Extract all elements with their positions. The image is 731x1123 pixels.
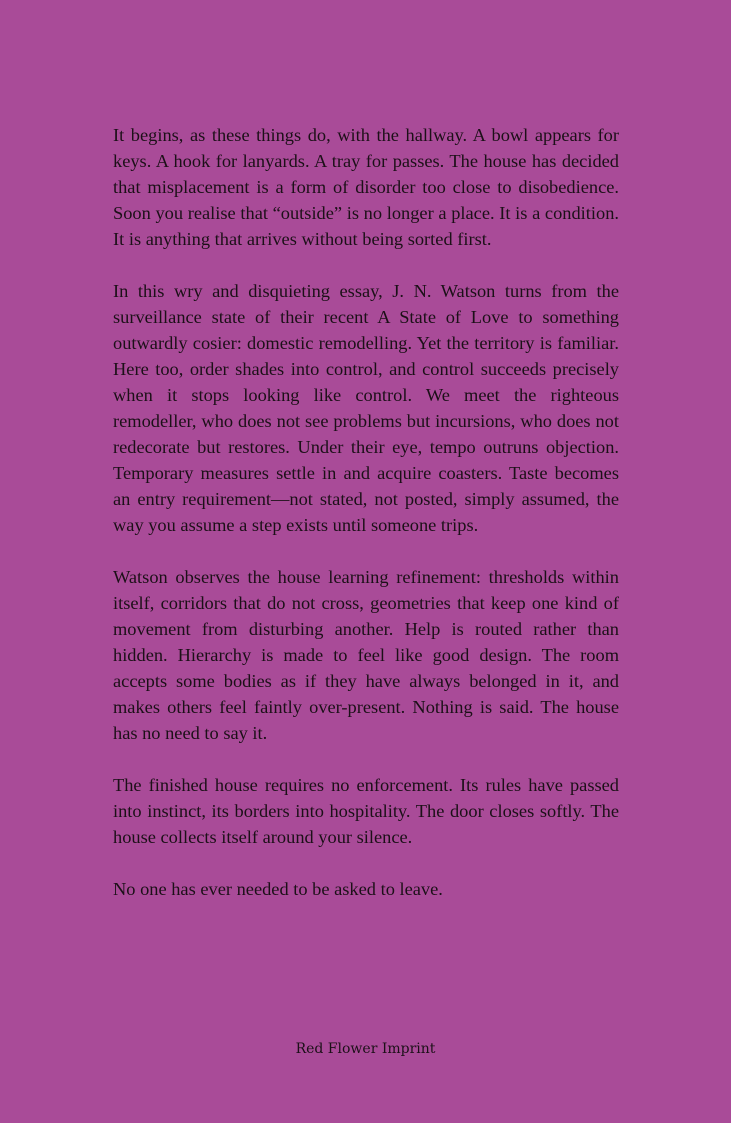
blurb-closing-line: No one has ever needed to be asked to leave. [113,879,443,899]
back-cover-blurb [113,122,619,902]
blurb-paragraph-3: Watson observes the house learning refinement: thresholds within itself, corridors that do not cross, geometries that keep one kind of movement from disturbing another. Help is routed rather than hidden. Hierarchy is made to feel like good design. The room accepts some bodies as if they have always belonged in it, and makes others feel faintly over-present. Nothing is said. The house has no need to say it. [113,567,619,743]
blurb-paragraph-2: In this wry and disquieting essay, J. N. Watson turns from the surveillance state of their recent A State of Love to something outwardly cosier: domestic remodelling. Yet the territory is familiar. Here too, order shades into control, and control succeeds precisely when it stops looking like control. We meet the righteous remodeller, who does not see problems but incursions, who does not redecorate but restores. Under their eye, tempo outruns objection. Temporary measures settle in and acquire coasters. Taste becomes an entry requirement—not stated, not posted, simply assumed, the way you assume a step exists until someone trips. [113,281,619,535]
blurb-paragraph-1: It begins, as these things do, with the hallway. A bowl appears for keys. A hook for lanyards. A tray for passes. The house has decided that misplacement is a form of disorder too close to disobedience. Soon you realise that “outside” is no longer a place. It is a condition. It is anything that arrives without being sorted first. [113,125,619,249]
publisher-imprint: Red Flower Imprint [295,1041,436,1057]
blurb-paragraph-4: The finished house requires no enforcement. Its rules have passed into instinct, its borders into hospitality. The door closes softly. The house collects itself around your silence. [113,775,619,847]
